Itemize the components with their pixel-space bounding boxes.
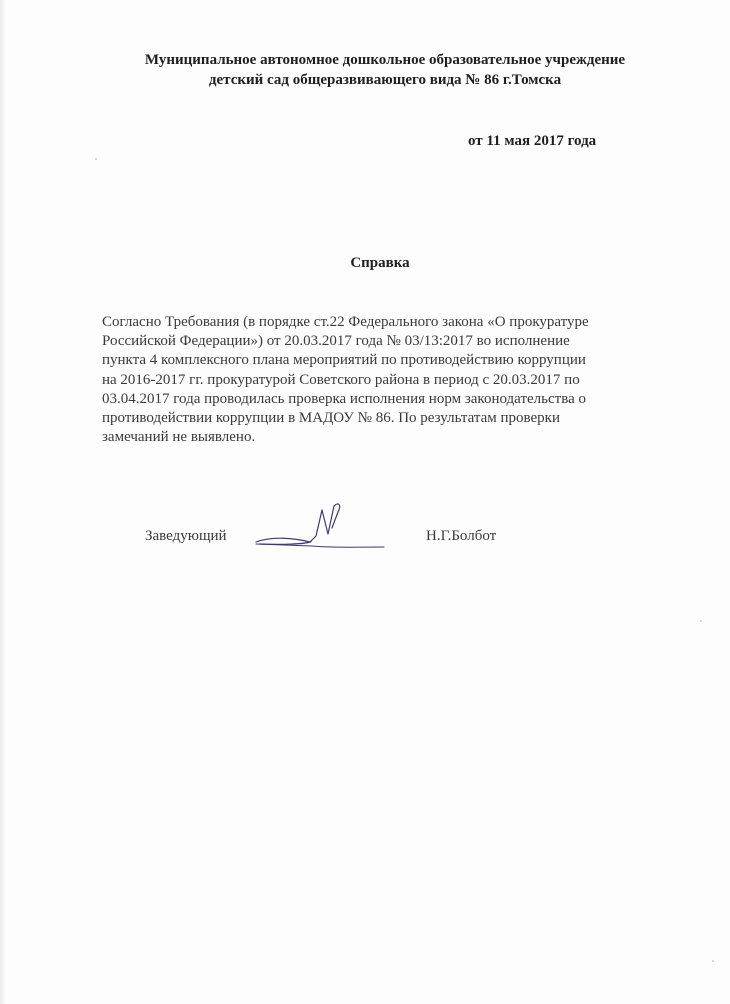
institution-header [0,50,730,90]
institution-name-line2: детский сад общеразвивающего вида № 86 г.Томска [208,72,562,88]
signer-name: Н.Г.Болбот [426,528,497,544]
body-line: Согласно Требования (в порядке ст.22 Федерального закона «О прокуратуре [102,314,589,330]
scan-edge-shadow [0,0,6,1004]
signer-position: Заведующий [145,528,227,544]
document-title: Справка [350,255,410,271]
body-line: противодействии коррупции в МАДОУ № 86. По результатам проверки [102,410,560,427]
document-date: от 11 мая 2017 года [468,133,597,149]
signature-row [0,528,730,568]
document-body [102,313,647,447]
body-line: 03.04.2017 года проводилась проверка исполнения норм законодательства о [102,390,586,407]
scan-speck [95,158,97,160]
body-line: на 2016-2017 гг. прокуратурой Советского района в период с 20.03.2017 по [102,371,580,388]
handwritten-signature [252,498,387,558]
institution-name-line1: Муниципальное автономное дошкольное образовательное учреждение [144,52,626,68]
scan-speck [700,620,702,622]
body-line: Российской Федерации») от 20.03.2017 года № 03/13:2017 во исполнение [102,333,570,350]
body-line: пункта 4 комплексного плана мероприятий по противодействию коррупции [102,352,586,369]
body-line: замечаний не выявлено. [102,429,256,446]
scan-speck [712,960,714,962]
